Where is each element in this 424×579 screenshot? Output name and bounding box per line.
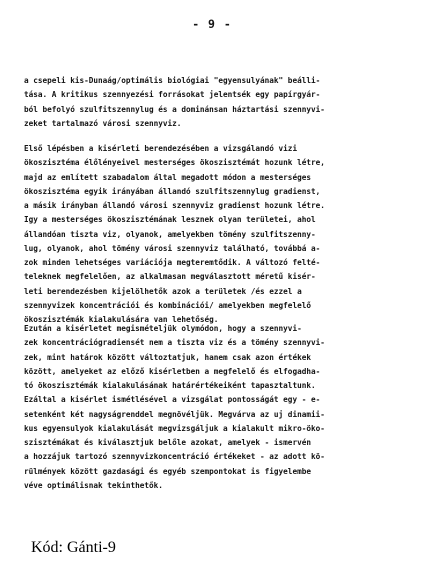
paragraph-3 (24, 322, 406, 493)
text-line: tó ökoszisztémák kialakulásának határértékeiként tapasztaltunk. (24, 381, 316, 390)
text-line: lug, olyanok, ahol tömény városi szennyviz található, továbbá a- (24, 243, 321, 253)
text-line: rülmények között gazdasági és egyéb szempontokat is figyelembe (24, 466, 311, 476)
paragraph-2 (24, 142, 406, 327)
text-line: ökoszisztéma egyik irányában állandó szulfitszennylug gradienst, (24, 186, 321, 196)
text-line: véve optimálisnak tekinthetők. (24, 480, 163, 490)
text-line: zok minden lehetséges variációja megteremtődik. A változó felté- (24, 258, 321, 267)
text-line: Ezután a kisérletet megismételjük olymódon, hogy a szennyvi- (24, 324, 302, 333)
text-line: setenként két nagyságrenddel megnövéljük. Megvárva az uj dinamii- (24, 409, 325, 419)
text-line: teleknek megfelelően, az alkalmasan megválasztott méretű kisér- (24, 272, 316, 282)
text-line: majd az említett szabadalom által megadott módon a mesterséges (24, 172, 311, 182)
text-line: szisztémákat és kiválasztjuk belőle azokat, amelyek - ismervén (24, 438, 311, 447)
text-line: ból befolyó szulfitszennylug és a dominánsan háztartási szennyvi- (24, 104, 325, 114)
text-line: ökoszisztéma élőlényeivel mesterséges ökoszisztémát hozunk létre, (24, 158, 325, 168)
text-line: kus egyensulyok kialakulását megvizsgáljuk a kialakult mikro-öko- (24, 423, 325, 433)
text-line: zek koncentrációgradiensét nem a tiszta viz és a tömény szennyvi- (24, 338, 325, 348)
text-line: zeket tartalmazó városi szennyviz. (24, 118, 182, 128)
text-line: zek, mint határok között változtatjuk, hanem csak azon értékek (24, 352, 311, 362)
text-line: Igy a mesterséges ökoszisztémának lesznek olyan területei, ahol (24, 215, 316, 225)
text-line: leti berendezésben kijelölhetők azok a területek /és ezzel a (24, 286, 302, 296)
text-line: tása. A kritikus szennyezési forrásokat jelentsék egy papírgyár- (24, 90, 321, 100)
text-line: Első lépésben a kisérleti berendezésében a vizsgálandó vizi (24, 144, 298, 153)
text-line: szennyvizek koncentrációi és kombinációi/ amelyekben megfelelő (24, 300, 311, 310)
text-line: Ezáltal a kisérlet ismétlésével a vizsgálat pontosságát egy - e- (24, 395, 321, 405)
text-line: a csepeli kis-Dunaág/optimális biológiai "egyensulyának" beálli- (24, 76, 321, 85)
paragraph-1 (24, 74, 406, 131)
page-number: - 9 - (192, 17, 232, 31)
text-line: állandóan tiszta viz, olyanok, amelyekben tömény szulfitszenny- (24, 229, 316, 239)
text-line: között, amelyeket az előző kisérletben a megfelelő és elfogadha- (24, 366, 321, 376)
text-line: a hozzájuk tartozó szennyvizkoncentráció értékeket - az adott kö- (24, 452, 325, 462)
text-line: a másik irányban állandó városi szennyviz gradienst hozunk létre. (24, 201, 325, 210)
document-code-label: Kód: Gánti-9 (31, 539, 116, 556)
text-line: ökoszisztémák kialakulására van lehetőség. (24, 315, 219, 324)
